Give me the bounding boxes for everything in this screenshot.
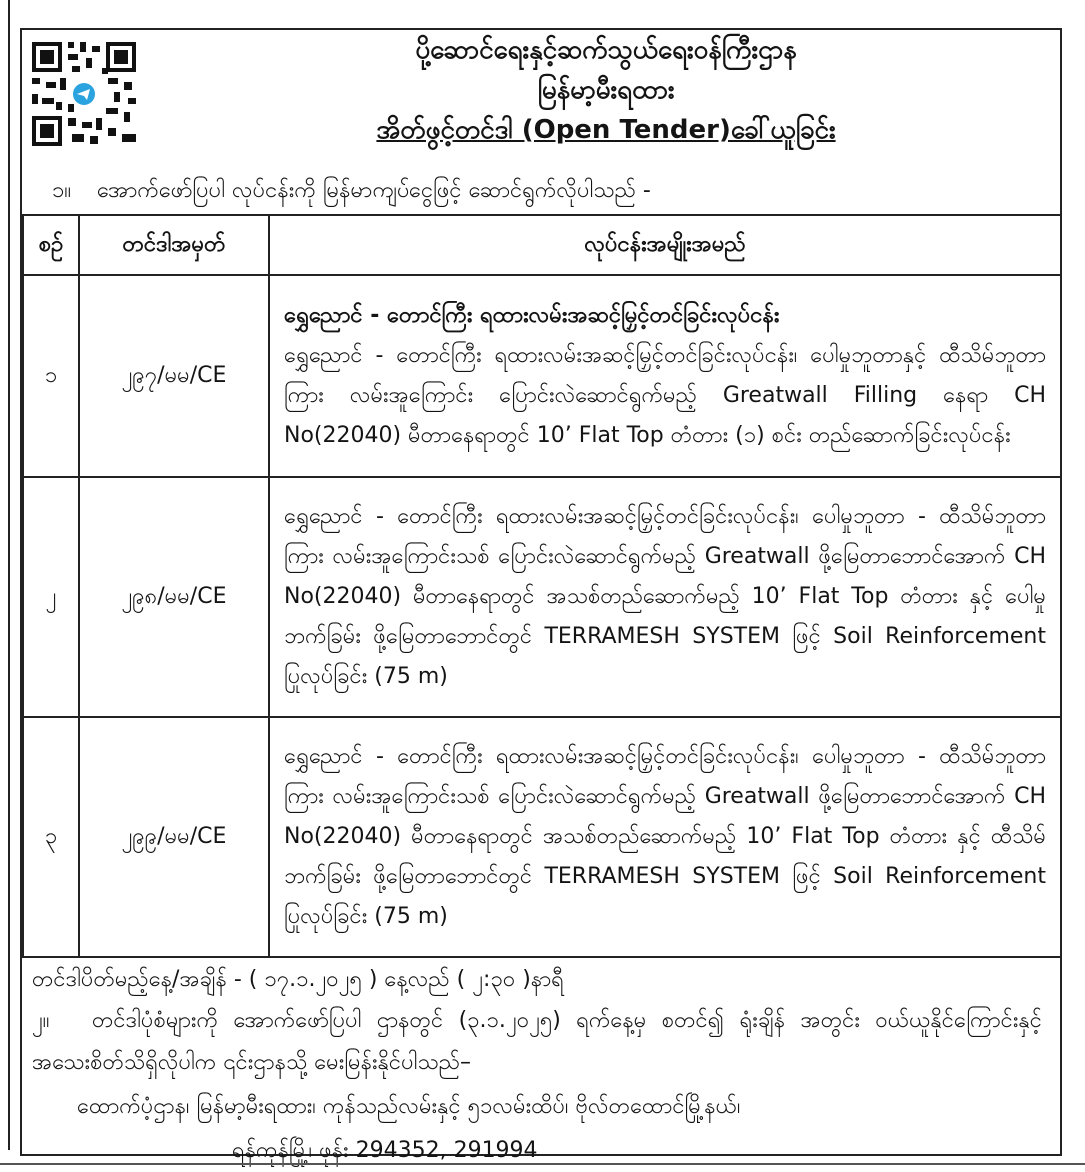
row-heading: ရွှေညောင် - တောင်ကြီး ရထားလမ်းအဆင့်မြှင့်တင်ခြင်းလုပ်ငန်း: [284, 303, 780, 328]
table-row: [23, 717, 1061, 957]
closing-deadline: တင်ဒါပိတ်မည့်နေ့/အချိန် - ( ၁၇.၁.၂၀၂၅ ) နေ့လည် ( ၂:၃၀ )နာရီ: [32, 967, 564, 992]
row-serial: ၃: [23, 717, 79, 957]
para2-number: ၂။: [32, 1008, 50, 1033]
address-line-1: ထောက်ပံ့ဌာန၊ မြန်မာ့မီးရထား၊ ကုန်သည်လမ်းနှင့် ၅၁လမ်းထိပ်၊ ဗိုလ်တထောင်မြို့နယ်၊: [77, 1094, 741, 1119]
left-margin-rule: [8, 0, 10, 1150]
header-work-type: လုပ်ငန်းအမျိုးအမည်: [269, 215, 1061, 275]
bottom-margin-rule: [0, 1163, 1085, 1165]
tender-notice: [20, 28, 1062, 1163]
table-row: [23, 275, 1061, 477]
row-description: ရွှေညောင် - တောင်ကြီး ရထားလမ်းအဆင့်မြှင့်တင်ခြင်းလုပ်ငန်း၊ ပေါမှုဘူတာ - ထီသိမ်ဘူတာကြား လမ်းအူကြောင်းသစ် ပြောင်းလဲဆောင်ရွက်မည့် Greatwall ဖို့မြေတာဘောင်အောက် CH No(22040) မီတာနေရာတွင် အသစ်တည်ဆောက်မည့် 10’ Flat Top တံတား နှင့် ပေါမှုဘက်ခြမ်း ဖို့မြေတာဘောင်တွင် TERRAMESH SYSTEM ဖြင့် Soil Reinforcement ပြုလုပ်ခြင်း (75 m): [284, 504, 1046, 689]
row-serial: ၂: [23, 477, 79, 717]
tender-table: [22, 214, 1062, 958]
header-tender-no: တင်ဒါအမှတ်: [79, 215, 269, 275]
para2-text: တင်ဒါပုံစံများကို အောက်ဖော်ပြပါ ဌာနတွင် (၃.၁.၂၀၂၅) ရက်နေ့မှ စတင်၍ ရုံးချိန် အတွင်း ဝယ်ယူနိုင်ကြောင်းနှင့် အသေးစိတ်သိရှိလိုပါက ၎င်းဌာနသို့ မေးမြန်းနိုင်ပါသည်–: [32, 1008, 1042, 1075]
ministry-name: ပို့ဆောင်ရေးနှင့်ဆက်သွယ်ရေးဝန်ကြီးဌာန: [415, 35, 797, 65]
table-row: [23, 477, 1061, 717]
row-description-cell: [269, 275, 1061, 477]
row-description: ရွှေညောင် - တောင်ကြီး ရထားလမ်းအဆင့်မြှင့်တင်ခြင်းလုပ်ငန်း၊ ပေါမှုဘူတာ - ထီသိမ်ဘူတာကြား လမ်းအူကြောင်းသစ် ပြောင်းလဲဆောင်ရွက်မည့် Greatwall ဖို့မြေတာဘောင်အောက် CH No(22040) မီတာနေရာတွင် အသစ်တည်ဆောက်မည့် 10’ Flat Top တံတား နှင့် ထီသိမ်ဘက်ခြမ်း ဖို့မြေတာဘောင်တွင် TERRAMESH SYSTEM ဖြင့် Soil Reinforcement ပြုလုပ်ခြင်း (75 m): [284, 744, 1046, 929]
row-tender-no: ၂၉၇/မမ/CE: [79, 275, 269, 477]
notice-header: [172, 30, 1040, 150]
intro-paragraph: [52, 170, 1060, 212]
table-header-row: [23, 215, 1061, 275]
intro-text: အောက်ဖော်ပြပါ လုပ်ငန်းကို မြန်မာကျပ်ငွေဖြင့် ဆောင်ရွက်လိုပါသည် -: [97, 178, 651, 203]
row-description: ရွှေညောင် - တောင်ကြီး ရထားလမ်းအဆင့်မြှင့်တင်ခြင်းလုပ်ငန်း၊ ပေါမှုဘူတာနှင့် ထီသိမ်ဘူတာကြား လမ်းအူကြောင်း ပြောင်းလဲဆောင်ရွက်မည့် Greatwall Filling နေရာ CH No(22040) မီတာနေရာတွင် 10’ Flat Top တံတား (၁) စင်း တည်ဆောက်ခြင်းလုပ်ငန်း: [284, 343, 1046, 448]
header-serial: စဉ်: [23, 215, 79, 275]
qr-code-icon: [28, 38, 140, 150]
notice-title: အိတ်ဖွင့်တင်ဒါ (Open Tender)ခေါ်ယူခြင်း: [376, 115, 836, 145]
row-description-cell: [269, 477, 1061, 717]
row-tender-no: ၂၉၈/မမ/CE: [79, 477, 269, 717]
address-line-2: ရန်ကုန်မြို့၊ ဖုန်း 294352, 291994: [232, 1138, 538, 1163]
row-tender-no: ၂၉၉/မမ/CE: [79, 717, 269, 957]
row-description-cell: [269, 717, 1061, 957]
purchase-paragraph: [32, 1000, 1042, 1084]
row-serial: ၁: [23, 275, 79, 477]
department-name: မြန်မာ့မီးရထား: [537, 75, 675, 105]
intro-number: ၁။: [52, 178, 72, 203]
